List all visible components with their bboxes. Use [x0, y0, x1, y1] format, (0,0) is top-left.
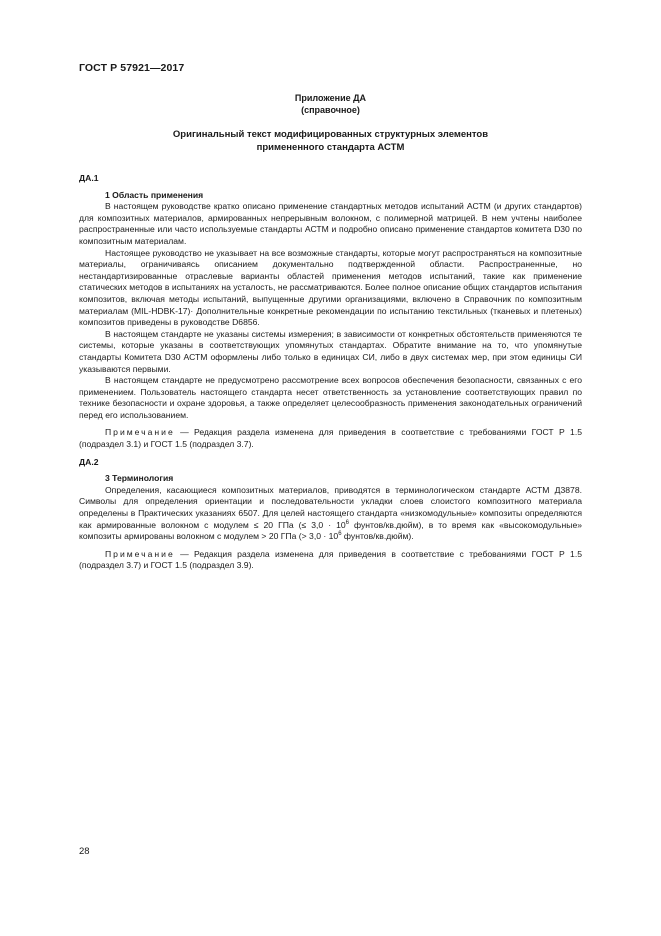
terminology-text-part2: фунтов/кв.дюйм), в то время как «высокомодульные» композиты армированы волокном с модулем > 20 ГПа (> 3,0 · 10: [79, 519, 583, 542]
section-heading-terminology: 3 Терминология: [105, 473, 174, 484]
note-label: Примечание: [105, 548, 175, 559]
note-text: — Редакция раздела изменена для приведения в соответствие с требованиями ГОСТ Р 1.5 (подраздел 3.1) и ГОСТ 1.5 (подраздел 3.7).: [79, 427, 582, 450]
scope-paragraph-4: В настоящем стандарте не предусмотрено рассмотрение всех вопросов обеспечения безопасности, связанных с его применением. Пользователь настоящего стандарта несет ответственность за установление соответствующих правил по технике безопасности и охране здоровья, а также определяет целесообразность применения законодательных ограничений перед его использованием.: [79, 375, 582, 420]
note-section2: [79, 549, 582, 572]
note-text: — Редакция раздела изменена для приведения в соответствие с требованиями ГОСТ Р 1.5 (подраздел 3.7) и ГОСТ 1.5 (подраздел 3.9).: [79, 548, 582, 571]
exponent-2: 6: [338, 531, 342, 538]
scope-paragraph-3: В настоящем стандарте не указаны системы измерения; в зависимости от конкретных обстоятельств применяются те системы, которые указаны в соответствующих упомянутых стандартах. Обратите внимание на то, что упомянутые стандарты Комитета D30 АСТМ оформлены либо только в единицах СИ, либо в двух системах мер, при этом единицы СИ указываются первыми.: [79, 328, 582, 374]
annex-subtitle: (справочное): [301, 105, 360, 115]
terminology-text-part3: фунтов/кв.дюйм).: [341, 531, 414, 542]
terminology-text-part1: Определения, касающиеся композитных материалов, приводятся в терминологическом стандарте АСТМ Д3878. Символы для определения ориентации и последовательности укладки слоев слоистого композитного материала определены в Практических указаниях 6507. Для целей настоящего стандарта «низкомодульные» композиты определяются как армированные волокном с модулем ≤ 20 ГПа (≤ 3,0 · 10: [79, 484, 582, 530]
scope-paragraph-2: Настоящее руководство не указывает на все возможные стандарты, которые могут распространяться на композитные материалы, ограничиваясь описанием документально подтвержденной области. Распространенные, но нестандартизированные отраслевые варианты областей применения методов испытаний, такие как применение статических методов в испытаниях на усталость, не рассматриваются. Более полное описание общих стандартов испытания композитов, включая методы испытаний, выпущенные другими организациями, включено в Справочник по композитным материалам (MIL-HDBK-17)· Дополнительные конкретные рекомендации по испытанию текстильных (тканевых и плетеных) композитов приведены в руководстве D6856.: [79, 247, 582, 328]
annex-heading-line2: примененного стандарта АСТМ: [256, 141, 405, 153]
document-body: [79, 173, 582, 578]
section-label-da1: ДА.1: [79, 173, 99, 183]
note-section1: [79, 427, 582, 450]
section-heading-scope: 1 Область применения: [105, 189, 204, 200]
standard-code: ГОСТ Р 57921—2017: [79, 62, 185, 74]
section-label-da2: ДА.2: [79, 456, 99, 467]
exponent-1: 6: [345, 519, 349, 526]
terminology-paragraph: [79, 485, 582, 543]
page-number: 28: [79, 846, 90, 857]
annex-title: Приложение ДА: [294, 93, 367, 103]
note-label: Примечание: [105, 427, 175, 438]
annex-heading: [79, 129, 582, 154]
annex-header: [79, 92, 582, 116]
annex-heading-line1: Оригинальный текст модифицированных структурных элементов: [172, 129, 489, 140]
scope-paragraph-1: В настоящем руководстве кратко описано применение стандартных методов испытаний АСТМ (и других стандартов) для композитных материалов, армированных непрерывным волокном, с полимерной матрицей. В нем учтены наиболее распространенные или часто используемые стандарты АСТМ и подробно описано применение стандартов комитета D30 по композитным материалам.: [79, 201, 582, 246]
